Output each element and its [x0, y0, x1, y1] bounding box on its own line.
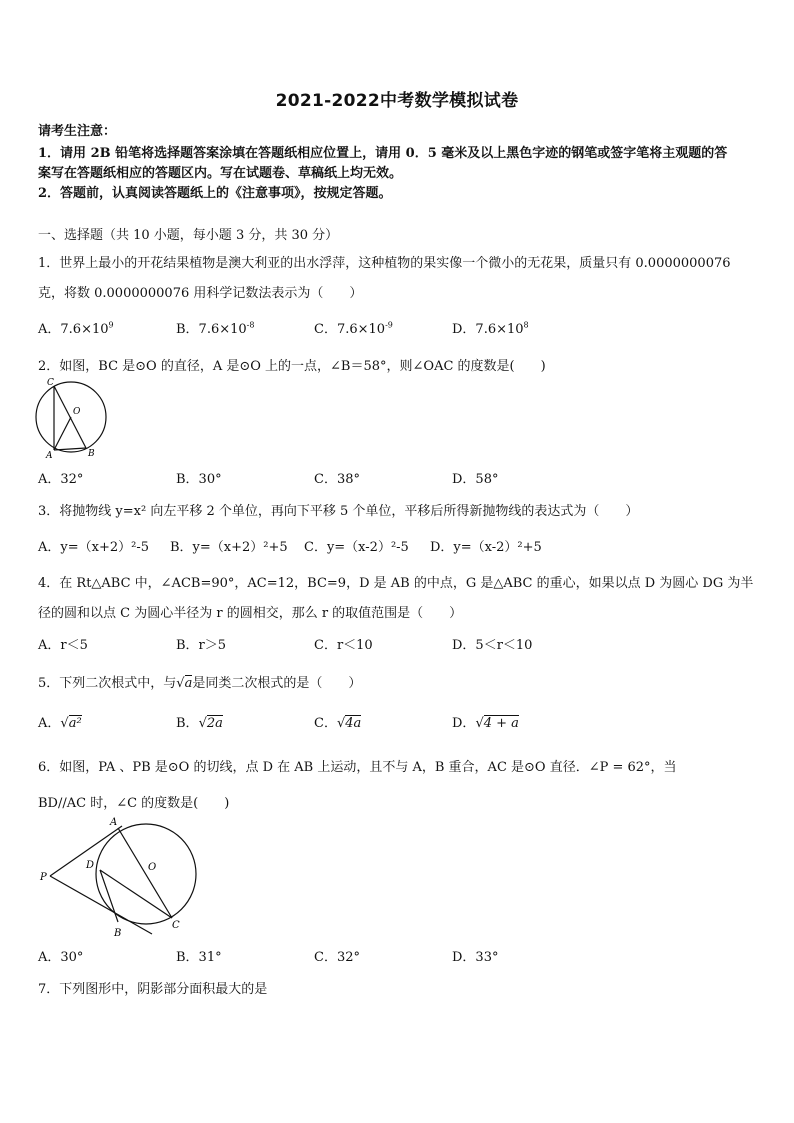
- q3-option-b: B．y=（x+2）²+5: [170, 540, 288, 555]
- q5-option-b: B．√2a: [176, 716, 223, 731]
- q6-tangent-figure: [34, 812, 204, 940]
- q1-option-c: C．$7.6\times 10^{-9}$: [314, 320, 393, 337]
- q6-option-c: C．32°: [314, 950, 360, 965]
- q2-option-d: D．58°: [452, 472, 499, 487]
- q5-text: 5．下列二次根式中，与√a是同类二次根式的是（ ）: [38, 676, 362, 691]
- q2-option-a: A．32°: [38, 472, 84, 487]
- q5-option-d: D．√4 + a: [452, 716, 519, 731]
- page-title: 2021-2022中考数学模拟试卷: [275, 91, 519, 111]
- q6-label-a: A: [110, 817, 118, 828]
- q6-text: 6．如图，PA 、PB 是⊙O 的切线，点 D 在 AB 上运动，且不与 A，B 重合，AC 是⊙O 直径．∠P = 62°，当: [38, 760, 677, 775]
- q6-label-p: P: [40, 872, 47, 883]
- q4-option-d: D．5＜r＜10: [452, 638, 533, 653]
- q3-option-a: A．y=（x+2）²-5: [38, 540, 149, 555]
- q6-text-cont: BD//AC 时，∠C 的度数是( ): [38, 796, 230, 811]
- q5-option-c: C．√4a: [314, 716, 362, 731]
- q2-circle-figure: [34, 376, 108, 460]
- q6-option-b: B．31°: [176, 950, 222, 965]
- q1-option-d: D．$7.6\times 10^8$: [452, 320, 529, 337]
- section-heading: 一、选择题（共 10 小题，每小题 3 分，共 30 分）: [38, 228, 339, 243]
- q4-option-c: C．r＜10: [314, 638, 373, 653]
- q6-label-c: C: [172, 920, 180, 931]
- q6-option-d: D．33°: [452, 950, 499, 965]
- q7-text: 7．下列图形中，阴影部分面积最大的是: [38, 982, 268, 997]
- notice-heading: 请考生注意：: [38, 124, 117, 139]
- q2-option-c: C．38°: [314, 472, 360, 487]
- notice-item-1: 1．请用 2B 铅笔将选择题答案涂填在答题纸相应位置上，请用 0．5 毫米及以上黑色字迹的钢笔或签字笔将主观题的答: [38, 146, 728, 161]
- q3-text: 3．将抛物线 y=x² 向左平移 2 个单位，再向下平移 5 个单位，平移后所得新抛物线的表达式为（ ）: [38, 504, 639, 519]
- q4-option-b: B．r＞5: [176, 638, 227, 653]
- q3-option-c: C．y=（x-2）²-5: [304, 540, 409, 555]
- q3-option-d: D．y=（x-2）²+5: [430, 540, 542, 555]
- q6-option-a: A．30°: [38, 950, 84, 965]
- notice-item-1-cont: 案写在答题纸相应的答题区内。写在试题卷、草稿纸上均无效。: [38, 166, 403, 181]
- sqrt-symbol: √: [176, 676, 185, 691]
- q5-option-a: A．√a²: [38, 716, 82, 731]
- q2-label-a: A: [46, 451, 53, 460]
- q4-option-a: A．r＜5: [38, 638, 88, 653]
- q4-text-cont: 径的圆和以点 C 为圆心半径为 r 的圆相交，那么 r 的取值范围是（ ）: [38, 606, 463, 621]
- q2-label-b: B: [88, 449, 95, 459]
- q4-text: 4．在 Rt△ABC 中，∠ACB=90°，AC=12，BC=9，D 是 AB 的中点，G 是△ABC 的重心，如果以点 D 为圆心 DG 为半: [38, 576, 754, 591]
- q2-text: 2．如图，BC 是⊙O 的直径，A 是⊙O 上的一点，∠B＝58°，则∠OAC 的度数是( ): [38, 359, 546, 374]
- notice-item-2: 2．答题前，认真阅读答题纸上的《注意事项》，按规定答题。: [38, 186, 392, 201]
- q6-label-o: O: [148, 862, 157, 873]
- q1-option-b: B．$7.6\times 10^{-8}$: [176, 320, 255, 337]
- q2-option-b: B．30°: [176, 472, 222, 487]
- q6-label-d: D: [86, 860, 95, 871]
- q6-label-b: B: [114, 928, 122, 939]
- q1-text: 1．世界上最小的开花结果植物是澳大利亚的出水浮萍，这种植物的果实像一个微小的无花果，质量只有 0.0000000076: [38, 256, 731, 271]
- q2-label-o: O: [73, 407, 81, 417]
- q1-text-cont: 克，将数 0.0000000076 用科学记数法表示为（ ）: [38, 286, 363, 301]
- q2-label-c: C: [47, 378, 54, 388]
- q1-option-a: A．$7.6\times 10^9$: [38, 320, 114, 337]
